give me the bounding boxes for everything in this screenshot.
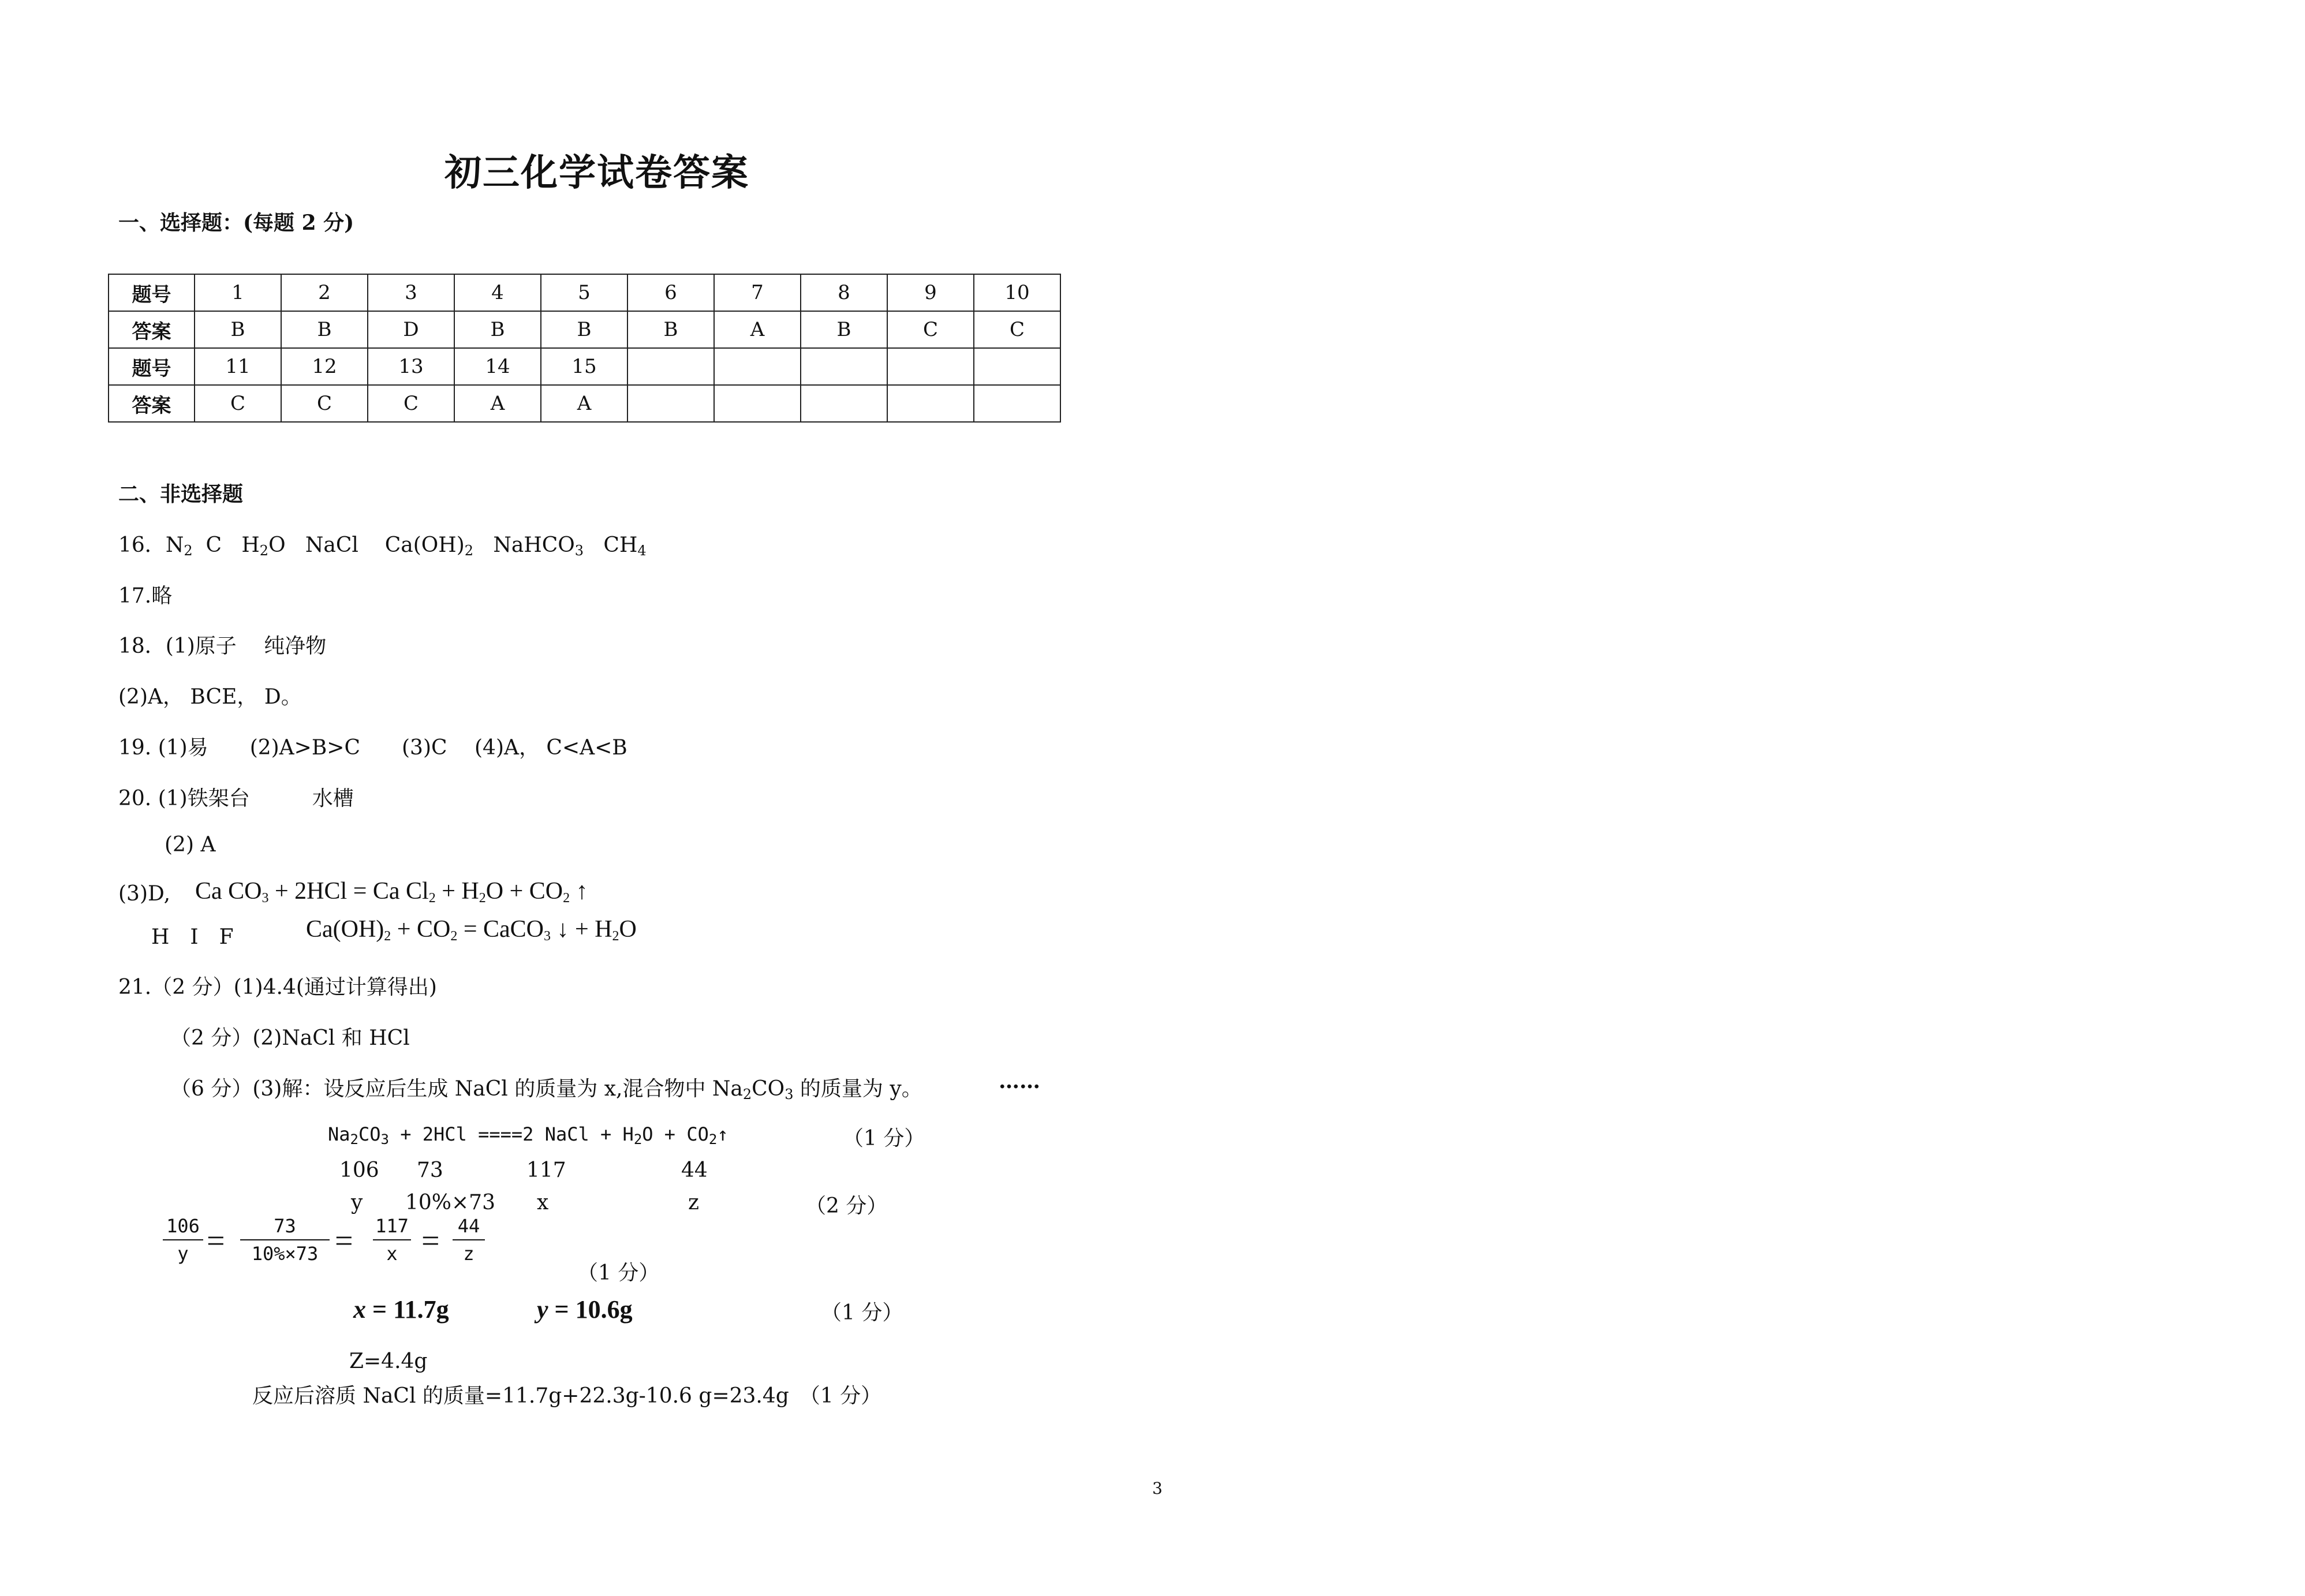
answer-table: [108, 274, 1061, 423]
var-hcl-mass: 10%×73: [405, 1191, 495, 1214]
answer-cell: 7: [714, 274, 801, 311]
question-18-part-2: (2)A， BCE， D。: [118, 685, 302, 709]
score-reaction: （1 分）: [843, 1127, 925, 1150]
question-20-part-3-label: (3)D,: [118, 882, 171, 906]
answer-cell: 6: [627, 274, 714, 311]
answer-cell: 8: [801, 274, 887, 311]
reaction-equation: $Na_2CO_3 + 2HCl ====2$ NaCl + $H_2O$ + $CO_2↑$: [328, 1123, 729, 1148]
result-x: x = 11.7g: [353, 1295, 449, 1324]
fraction-4: 44 z: [453, 1215, 485, 1265]
answer-cell: A: [454, 385, 541, 422]
answer-cell: B: [454, 311, 541, 348]
answer-cell: [887, 348, 974, 385]
var-x: x: [537, 1191, 549, 1214]
answer-cell: C: [368, 385, 454, 422]
answer-cell: 12: [281, 348, 368, 385]
question-17: 17.略: [118, 584, 173, 608]
var-y: y: [351, 1191, 363, 1214]
ellipsis: ……: [999, 1069, 1040, 1093]
answer-cell: [887, 385, 974, 422]
mw-co2: 44: [681, 1158, 708, 1182]
answer-cell: 11: [195, 348, 281, 385]
answer-cell: 15: [541, 348, 627, 385]
question-21-part-1: 21.（2 分）(1)4.4(通过计算得出): [118, 975, 437, 999]
fraction-1: 106 y: [163, 1215, 203, 1265]
row-header-cell: 答案: [109, 385, 195, 422]
answer-cell: B: [195, 311, 281, 348]
answer-cell: [627, 385, 714, 422]
mw-nacl: 117: [526, 1158, 566, 1182]
answer-cell: C: [974, 311, 1060, 348]
equation-caoh2-co2: $Ca(OH)_2 + CO_2$ = CaCO$_3$ ↓ + $H_2O$: [306, 916, 637, 944]
page-title: 初三化学试卷答案: [444, 151, 749, 195]
answer-cell: C: [281, 385, 368, 422]
answer-cell: 3: [368, 274, 454, 311]
question-21-part-3: （6 分）(3)解：设反应后生成 NaCl 的质量为 x,混合物中 $Na_2CO_3$ 的质量为 y。: [170, 1077, 922, 1102]
answer-cell: 9: [887, 274, 974, 311]
result-z: Z=4.4g: [349, 1350, 428, 1373]
equals-sign: =: [421, 1223, 440, 1259]
table-row: [109, 385, 1060, 422]
row-header-cell: 答案: [109, 311, 195, 348]
answer-cell: [714, 385, 801, 422]
answer-cell: 2: [281, 274, 368, 311]
answer-cell: [801, 385, 887, 422]
row-header-cell: 题号: [109, 348, 195, 385]
gas-up-arrow-icon: ↑: [717, 1123, 729, 1145]
answer-cell: B: [281, 311, 368, 348]
page-number: 3: [1152, 1479, 1163, 1498]
question-20-part-1: 20. (1)铁架台 水槽: [118, 787, 354, 810]
question-20-part-2: (2) A: [165, 833, 216, 857]
result-y: y = 10.6g: [537, 1295, 633, 1324]
equation-caco3-hcl: Ca $CO_3 + 2HCl = Ca$ $Cl_2 + H_2O + CO_2$ ↑: [195, 878, 588, 906]
equals-sign: =: [335, 1223, 353, 1259]
question-20-hif: H I F: [151, 925, 234, 949]
table-row: [109, 348, 1060, 385]
question-21-part-2: （2 分）(2)NaCl 和 HCl: [170, 1026, 410, 1050]
answer-cell: D: [368, 311, 454, 348]
final-answer: 反应后溶质 NaCl 的质量=11.7g+22.3g-10.6 g=23.4g （1 分）: [252, 1384, 882, 1408]
table-row: [109, 311, 1060, 348]
score-result: （1 分）: [821, 1301, 903, 1325]
answer-cell: [801, 348, 887, 385]
answer-cell: A: [541, 385, 627, 422]
gas-up-arrow-icon: ↑: [576, 878, 588, 904]
answer-cell: B: [541, 311, 627, 348]
answer-cell: [974, 385, 1060, 422]
table-row: [109, 274, 1060, 311]
answer-cell: C: [887, 311, 974, 348]
fraction-2: 73 10%×73: [240, 1215, 330, 1265]
question-18-part-1: 18．(1)原子 纯净物: [118, 634, 327, 658]
answer-cell: 14: [454, 348, 541, 385]
mw-hcl: 73: [417, 1158, 443, 1182]
answer-cell: [714, 348, 801, 385]
answer-cell: 10: [974, 274, 1060, 311]
mw-na2co3: 106: [339, 1158, 379, 1182]
answer-cell: [627, 348, 714, 385]
answer-cell: 4: [454, 274, 541, 311]
equals-sign: =: [207, 1223, 225, 1259]
row-header-cell: 题号: [109, 274, 195, 311]
fraction-3: 117 x: [373, 1215, 411, 1265]
question-16: 16．$N_2$ C $H_2O$ NaCl $Ca(OH)_2$ NaHCO$_3$ $CH_4$: [118, 533, 647, 559]
var-z: z: [688, 1191, 699, 1214]
section-1-heading: 一、选择题：(每题 2 分): [118, 211, 354, 235]
answer-cell: 5: [541, 274, 627, 311]
answer-cell: A: [714, 311, 801, 348]
answer-cell: B: [627, 311, 714, 348]
answer-cell: C: [195, 385, 281, 422]
answer-cell: 13: [368, 348, 454, 385]
answer-cell: B: [801, 311, 887, 348]
score-vars: （2 分）: [805, 1194, 888, 1218]
answer-cell: [974, 348, 1060, 385]
question-19: 19. (1)易 (2)A>B>C (3)C (4)A， C<A<B: [118, 736, 627, 760]
section-2-heading: 二、非选择题: [118, 482, 244, 506]
answer-cell: 1: [195, 274, 281, 311]
score-fraction: （1 分）: [577, 1261, 660, 1285]
